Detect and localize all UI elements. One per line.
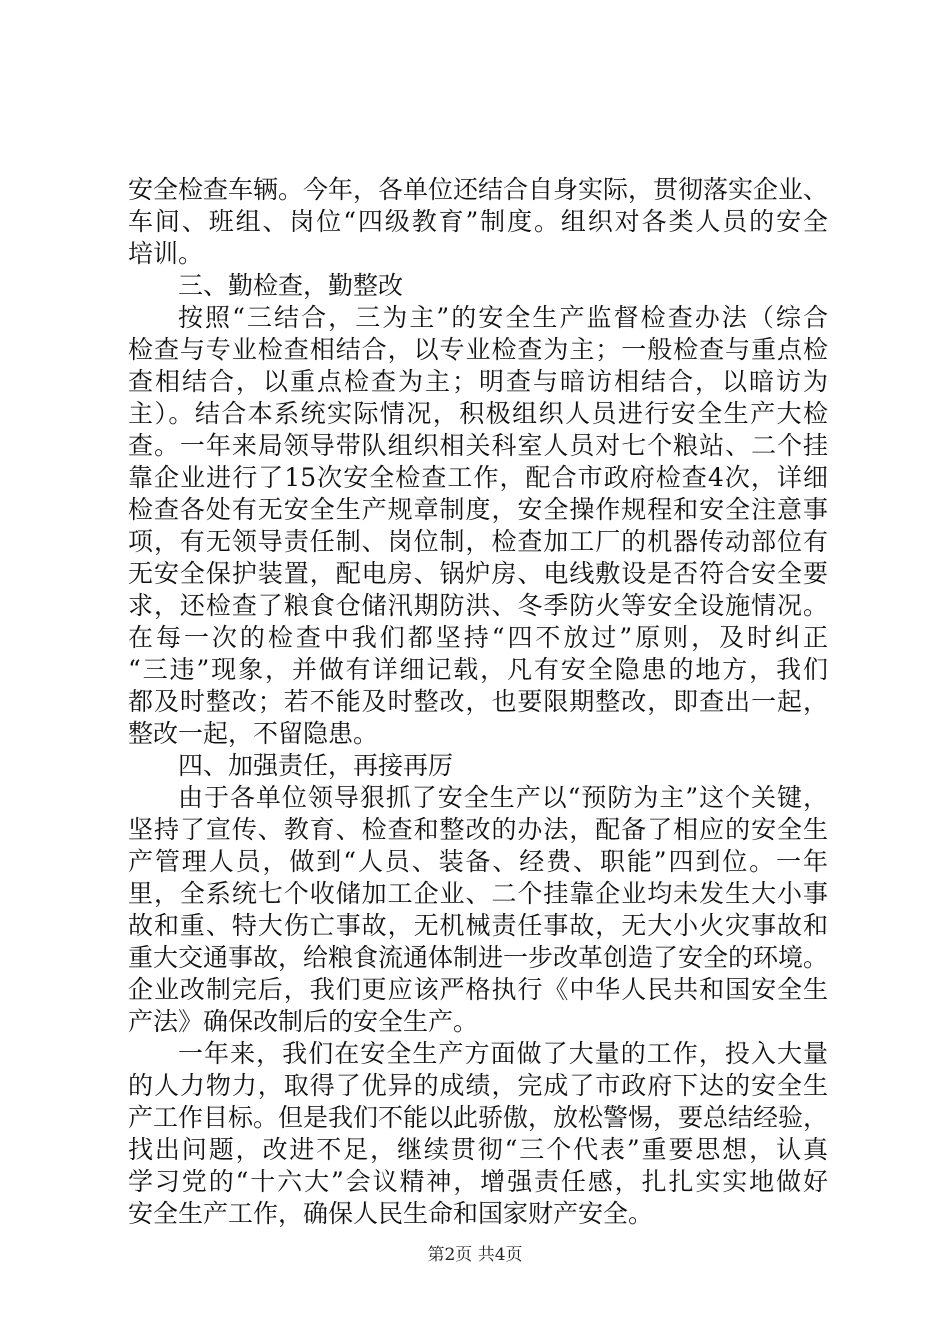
text-line: 靠企业进行了15次安全检查工作，配合市政府检查4次，详细	[128, 463, 828, 492]
text-line: 按照“三结合，三为主”的安全生产监督检查办法（综合	[178, 303, 828, 332]
text-line: 整改一起，不留隐患。	[128, 719, 379, 748]
text-line: 检查与专业检查相结合，以专业检查为主；一般检查与重点检	[128, 335, 828, 364]
page-footer: 第2页 共4页	[427, 1245, 523, 1265]
text-line: 查相结合，以重点检查为主；明查与暗访相结合，以暗访为	[128, 367, 828, 396]
text-line: 在每一次的检查中我们都坚持“四不放过”原则，及时纠正	[128, 623, 828, 652]
text-line: 车间、班组、岗位“四级教育”制度。组织对各类人员的安全	[128, 207, 828, 236]
document-body	[128, 174, 828, 1230]
text-line: 由于各单位领导狠抓了安全生产以“预防为主”这个关键，	[178, 783, 828, 812]
text-line: 产工作目标。但是我们不能以此骄傲，放松警惕，要总结经验，	[128, 1103, 829, 1132]
text-line: 安全检查车辆。今年，各单位还结合自身实际，贯彻落实企业、	[128, 175, 829, 204]
text-line: 四、加强责任，再接再厉	[178, 751, 454, 780]
text-line: 三、勤检查，勤整改	[178, 271, 404, 300]
text-line: 无安全保护装置，配电房、锅炉房、电线敷设是否符合安全要	[128, 559, 828, 588]
text-line: 企业改制完后，我们更应该严格执行《中华人民共和国安全生	[128, 975, 828, 1004]
text-line: 重大交通事故，给粮食流通体制进一步改革创造了安全的环境。	[128, 943, 829, 972]
text-line: 都及时整改；若不能及时整改，也要限期整改，即查出一起，	[128, 687, 828, 716]
text-line: 项，有无领导责任制、岗位制，检查加工厂的机器传动部位有	[128, 527, 828, 556]
text-line: 一年来，我们在安全生产方面做了大量的工作，投入大量	[178, 1039, 828, 1068]
text-line: 安全生产工作，确保人民生命和国家财产安全。	[128, 1199, 654, 1228]
text-line: 产法》确保改制后的安全生产。	[128, 1007, 479, 1036]
text-line: 求，还检查了粮食仓储汛期防洪、冬季防火等安全设施情况。	[128, 591, 828, 620]
text-line: 查。一年来局领导带队组织相关科室人员对七个粮站、二个挂	[128, 431, 828, 460]
text-line: 培训。	[128, 239, 204, 268]
text-line: 的人力物力，取得了优异的成绩，完成了市政府下达的安全生	[128, 1071, 828, 1100]
text-line: 学习党的“十六大”会议精神，增强责任感，扎扎实实地做好	[128, 1167, 828, 1196]
text-line: 坚持了宣传、教育、检查和整改的办法，配备了相应的安全生	[128, 815, 828, 844]
text-line: 找出问题，改进不足，继续贯彻“三个代表”重要思想，认真	[128, 1135, 828, 1164]
text-line: 产管理人员，做到“人员、装备、经费、职能”四到位。一年	[128, 847, 828, 876]
text-line: 故和重、特大伤亡事故，无机械责任事故，无大小火灾事故和	[128, 911, 828, 940]
text-line: 主）。结合本系统实际情况，积极组织人员进行安全生产大检	[128, 399, 828, 428]
text-line: 检查各处有无安全生产规章制度，安全操作规程和安全注意事	[128, 495, 828, 524]
text-line: “三违”现象，并做有详细记载，凡有安全隐患的地方，我们	[128, 655, 828, 684]
text-line: 里，全系统七个收储加工企业、二个挂靠企业均未发生大小事	[128, 879, 828, 908]
